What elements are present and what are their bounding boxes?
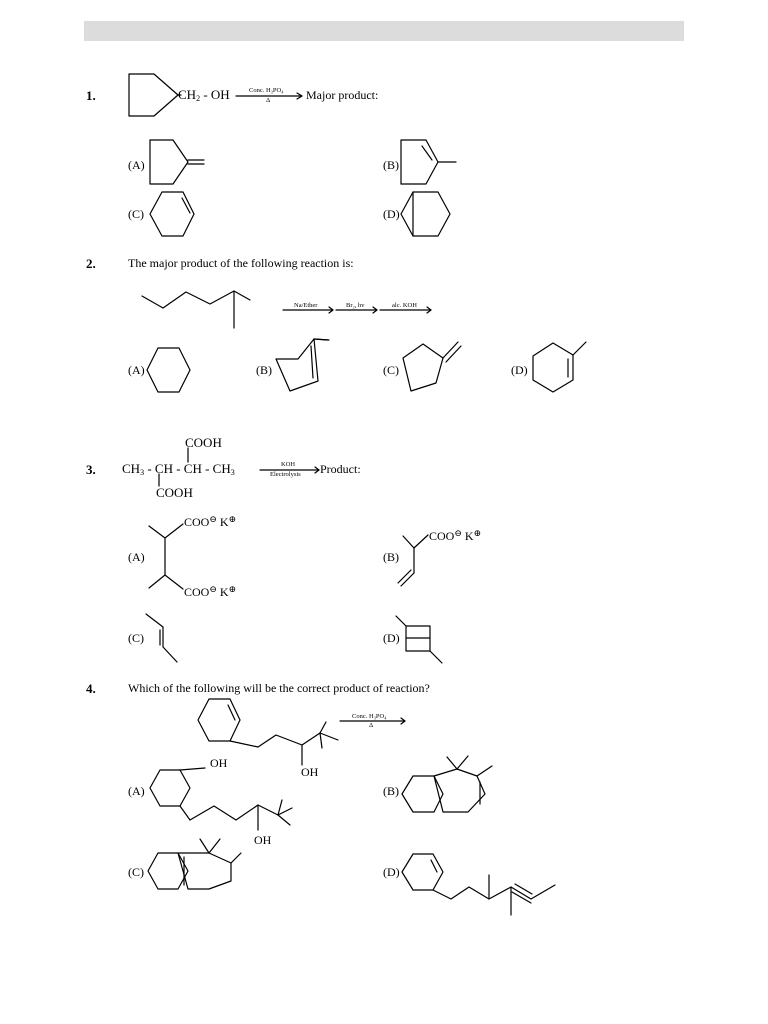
q4-option-c-label: (C)	[128, 865, 144, 879]
q1-question-text: Major product:	[306, 88, 379, 102]
q1-option-d-label: (D)	[383, 207, 400, 221]
q4-option-a-label: (A)	[128, 784, 145, 798]
q3-option-b-label: (B)	[383, 550, 399, 564]
q3-option-d-label: (D)	[383, 631, 400, 645]
q3-option-c-label: (C)	[128, 631, 144, 645]
q2-reagent-3: alc. KOH	[392, 302, 417, 309]
q3-question-text: Product:	[320, 462, 361, 476]
q3-option-a-carboxylate-bottom: COO⊖ K⊕	[184, 584, 237, 599]
q3-option-a-carboxylate-top: COO⊖ K⊕	[184, 514, 237, 529]
q3-option-a-label: (A)	[128, 550, 145, 564]
q3-reactant-chain: $CH_3$ - CH - CH - $CH_3$	[122, 461, 235, 477]
q2-reagent-2: Br₂, hv	[346, 302, 365, 309]
q1-reactant-formula: $CH_2$ - OH	[178, 87, 230, 103]
q1-reagent-top: Conc. H₃PO₄	[249, 87, 284, 94]
q2-option-a-label: (A)	[128, 363, 145, 377]
q3-reagent-bottom: Electrolysis	[270, 471, 301, 478]
q4-option-d-structure	[402, 854, 555, 915]
q4-option-d-label: (D)	[383, 865, 400, 879]
q1-option-a-label: (A)	[128, 158, 145, 172]
q1-option-c-label: (C)	[128, 207, 144, 221]
q3-reactant-top-group: COOH	[185, 435, 222, 450]
q1-reagent-bottom: Δ	[266, 97, 271, 104]
q4-option-a-structure	[150, 768, 292, 830]
q3-option-b-carboxylate: COO⊖ K⊕	[429, 528, 482, 543]
q3-reagent-top: KOH	[281, 461, 296, 468]
q4-option-a-oh-top: OH	[210, 756, 228, 770]
q2-option-d-label: (D)	[511, 363, 528, 377]
q1-number: 1.	[86, 88, 96, 103]
q2-number: 2.	[86, 256, 96, 271]
q2-reagent-1: Na/Ether	[294, 302, 318, 309]
q3-reactant-bottom-group: COOH	[156, 485, 193, 500]
q4-option-c-structure	[148, 839, 241, 889]
q4-question-text: Which of the following will be the correct product of reaction?	[128, 681, 430, 695]
q3-number: 3.	[86, 462, 96, 477]
q4-option-a-oh-bottom: OH	[254, 833, 272, 847]
q2-option-c-label: (C)	[383, 363, 399, 377]
q4-number: 4.	[86, 681, 96, 696]
q4-option-b-structure	[402, 756, 492, 812]
q4-reactant-oh: OH	[301, 765, 319, 779]
q2-option-b-label: (B)	[256, 363, 272, 377]
q4-reagent-bottom: Δ	[369, 722, 374, 729]
q2-question-text: The major product of the following reaction is:	[128, 256, 354, 270]
q4-option-b-label: (B)	[383, 784, 399, 798]
q1-option-b-label: (B)	[383, 158, 399, 172]
q4-reagent-top: Conc. H₃PO₄	[352, 713, 387, 720]
